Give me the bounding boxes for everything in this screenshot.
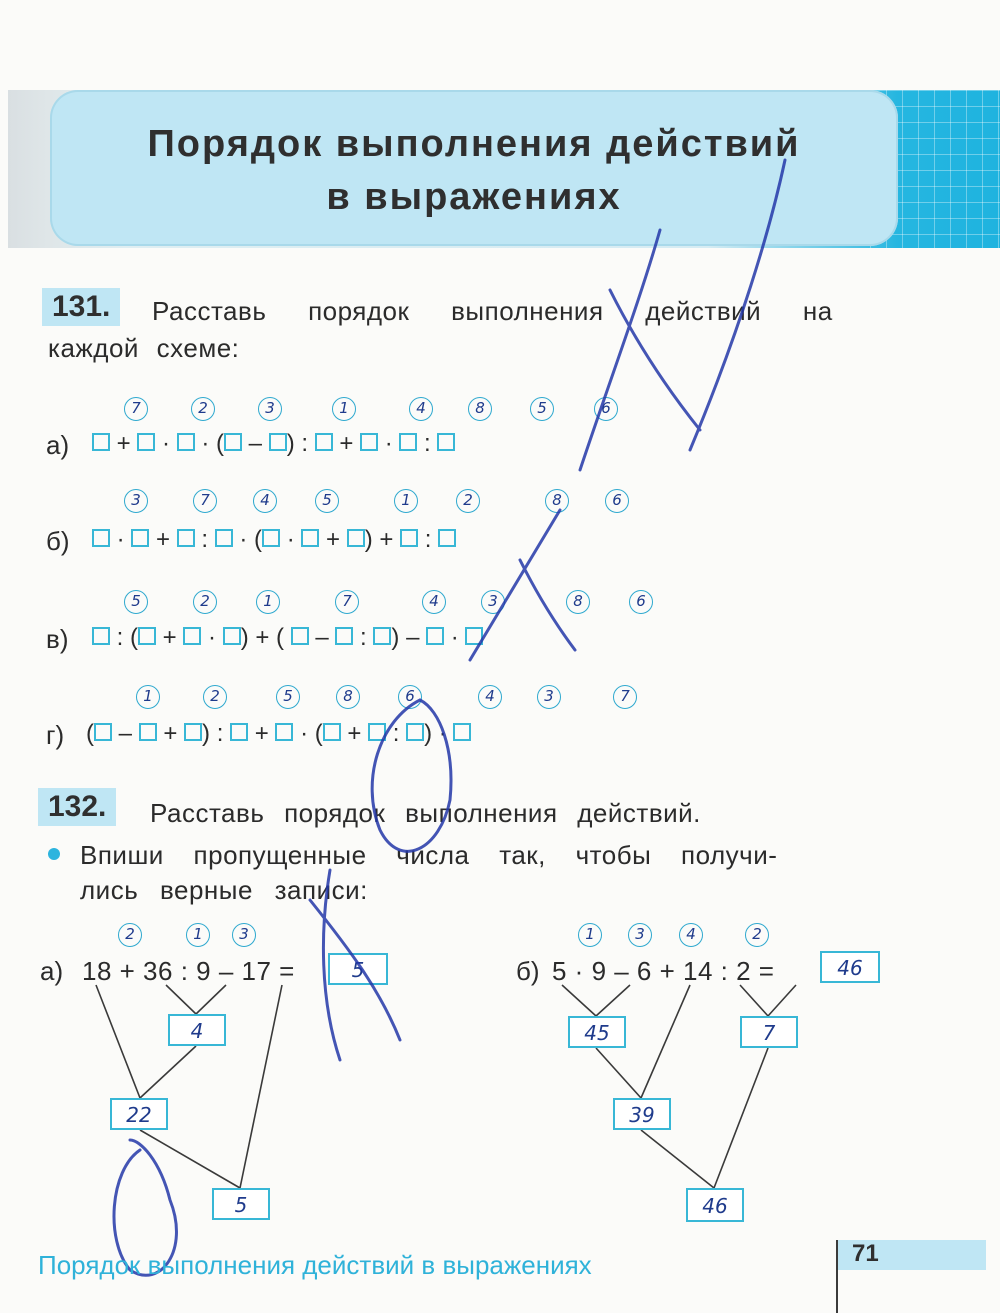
order-circle: 1 xyxy=(136,685,160,709)
order-circle: 2 xyxy=(745,923,769,947)
order-circle: 8 xyxy=(545,489,569,513)
answer-box-a[interactable]: 5 xyxy=(328,953,388,985)
task-132-text: Расставь порядок выполнения действий. xyxy=(150,798,701,828)
order-circle: 1 xyxy=(394,489,418,513)
scheme-v: : ( + · ) + ( – : ) – · xyxy=(92,624,483,652)
page-title-line2: в выражениях xyxy=(326,176,622,218)
order-circle: 7 xyxy=(335,590,359,614)
task-132b-label: б) xyxy=(516,956,540,986)
order-circle: 3 xyxy=(537,685,561,709)
tree-box-a-2[interactable]: 22 xyxy=(110,1098,168,1130)
page-title-line1: Порядок выполнения действий xyxy=(147,123,801,165)
order-circle: 3 xyxy=(481,590,505,614)
row-label-a: а) xyxy=(46,430,70,460)
page-number: 71 xyxy=(852,1240,879,1267)
order-circle: 6 xyxy=(629,590,653,614)
order-circle: 6 xyxy=(594,397,618,421)
tree-box-a-3[interactable]: 5 xyxy=(212,1188,270,1220)
task-131-number: 131. xyxy=(42,288,120,326)
task-132-bullet-line1: Впиши пропущенные числа так, чтобы получи- xyxy=(80,840,778,870)
order-circle: 3 xyxy=(258,397,282,421)
order-circle: 7 xyxy=(613,685,637,709)
order-circle: 4 xyxy=(478,685,502,709)
tree-box-b-1[interactable]: 45 xyxy=(568,1016,626,1048)
tree-box-b-4[interactable]: 46 xyxy=(686,1188,744,1222)
row-label-v: в) xyxy=(46,624,69,654)
task-132b-expression: 5 · 9 – 6 + 14 : 2 = xyxy=(552,956,775,986)
row-label-b: б) xyxy=(46,526,70,556)
order-circle: 2 xyxy=(193,590,217,614)
order-circle: 1 xyxy=(578,923,602,947)
order-circle: 4 xyxy=(409,397,433,421)
order-circle: 8 xyxy=(468,397,492,421)
task-131-text-line2: каждой схеме: xyxy=(48,333,240,363)
row-label-g: г) xyxy=(46,720,65,750)
order-circle: 5 xyxy=(124,590,148,614)
order-circle: 1 xyxy=(256,590,280,614)
order-circle: 4 xyxy=(253,489,277,513)
tree-box-a-1[interactable]: 4 xyxy=(168,1014,226,1046)
order-circle: 1 xyxy=(186,923,210,947)
task-132a-expression: 18 + 36 : 9 – 17 = xyxy=(82,956,295,986)
order-circle: 4 xyxy=(679,923,703,947)
task-132-number: 132. xyxy=(38,788,116,826)
order-circle: 5 xyxy=(530,397,554,421)
order-circle: 5 xyxy=(276,685,300,709)
order-circle: 3 xyxy=(232,923,256,947)
order-circle: 4 xyxy=(422,590,446,614)
task-132a-label: а) xyxy=(40,956,64,986)
order-circle: 2 xyxy=(191,397,215,421)
order-circle: 2 xyxy=(203,685,227,709)
page-number-divider xyxy=(836,1240,838,1313)
order-circle: 1 xyxy=(332,397,356,421)
scheme-a: + · · ( – ) : + · : xyxy=(92,430,455,458)
answer-box-b[interactable]: 46 xyxy=(820,951,880,983)
order-circle: 6 xyxy=(398,685,422,709)
tree-box-b-3[interactable]: 39 xyxy=(613,1098,671,1130)
order-circle: 6 xyxy=(605,489,629,513)
footer-section-title: Порядок выполнения действий в выражениях xyxy=(38,1250,592,1280)
order-circle: 2 xyxy=(456,489,480,513)
task-132-bullet-line2: лись верные записи: xyxy=(80,875,368,905)
order-circle: 8 xyxy=(566,590,590,614)
order-circle: 3 xyxy=(124,489,148,513)
order-circle: 8 xyxy=(336,685,360,709)
order-circle: 5 xyxy=(315,489,339,513)
order-circle: 3 xyxy=(628,923,652,947)
order-circle: 7 xyxy=(124,397,148,421)
task-131-text-line1: Расставь порядок выполнения действий на xyxy=(152,296,833,326)
scheme-g: ( – + ) : + · ( + : ) · xyxy=(86,720,471,748)
order-circle: 7 xyxy=(193,489,217,513)
tree-box-b-2[interactable]: 7 xyxy=(740,1016,798,1048)
scheme-b: · + : · ( · + ) + : xyxy=(92,526,456,554)
order-circle: 2 xyxy=(118,923,142,947)
